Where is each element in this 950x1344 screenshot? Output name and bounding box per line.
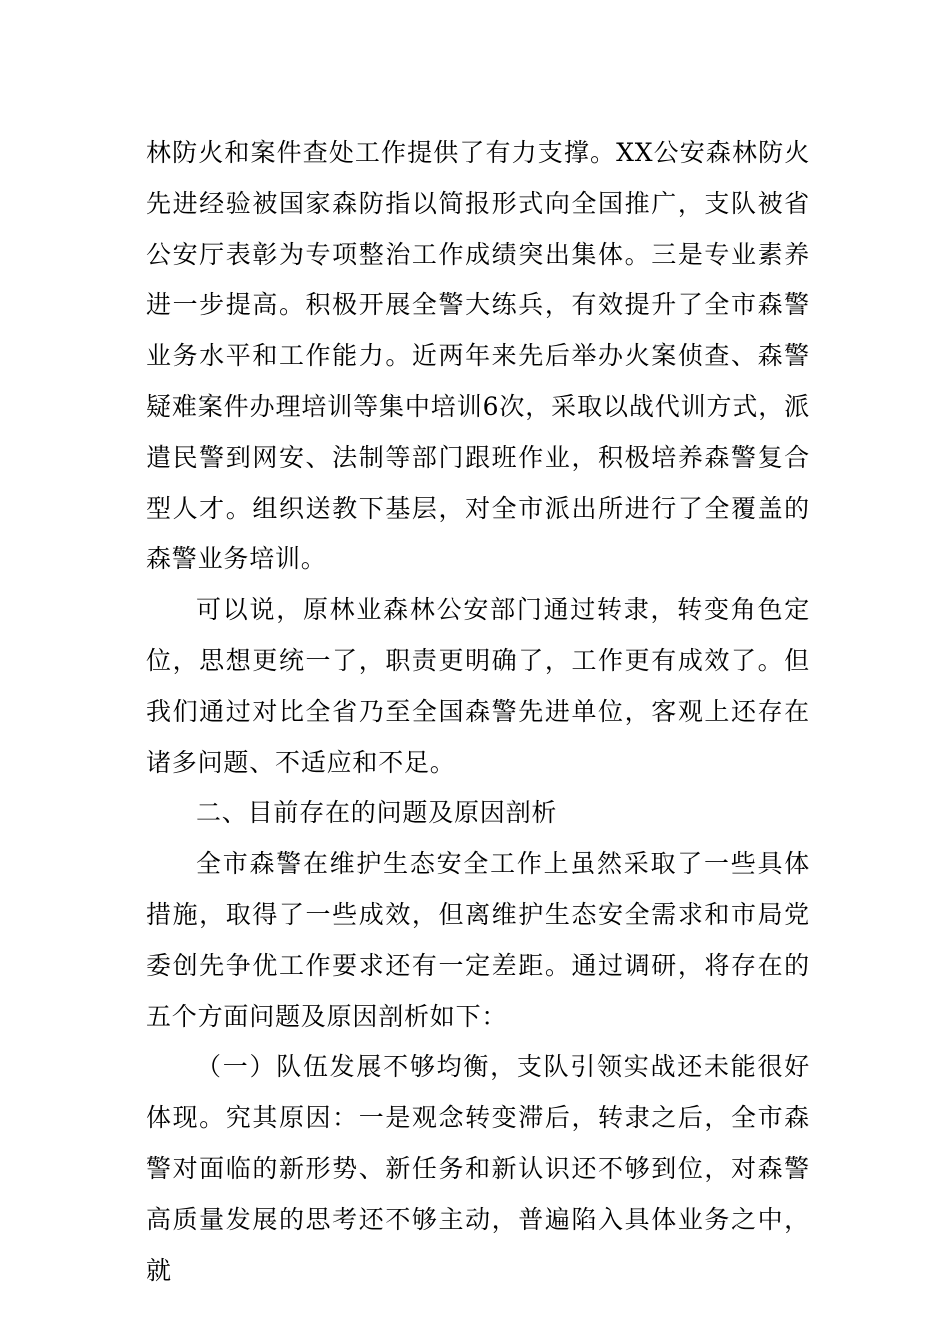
paragraph-continuation: 林防火和案件查处工作提供了有力支撑。XX公安森林防火先进经验被国家森防指以简报形式向全国推广，支队被省公安厅表彰为专项整治工作成绩突出集体。三是专业素养进一步提高。积极开展全警大练兵，有效提升了全市森警业务水平和工作能力。近两年来先后举办火案侦查、森警疑难案件办理培训等集中培训6次，采取以战代训方式，派遣民警到网安、法制等部门跟班作业，积极培养森警复合型人才。组织送教下基层，对全市派出所进行了全覆盖的森警业务培训。 (146, 138, 810, 574)
document-body (146, 128, 810, 1296)
paragraph-intro: 全市森警在维护生态安全工作上虽然采取了一些具体措施，取得了一些成效，但离维护生态安全需求和市局党委创先争优工作要求还有一定差距。通过调研，将存在的五个方面问题及原因剖析如下： (146, 849, 810, 1031)
paragraph-summary: 可以说，原林业森林公安部门通过转隶，转变角色定位，思想更统一了，职责更明确了，工作更有成效了。但我们通过对比全省乃至全国森警先进单位，客观上还存在诸多问题、不适应和不足。 (146, 595, 810, 777)
section-heading: 二、目前存在的问题及原因剖析 (196, 798, 558, 828)
paragraph-issue-one: （一）队伍发展不够均衡，支队引领实战还未能很好体现。究其原因：一是观念转变滞后，转隶之后，全市森警对面临的新形势、新任务和新认识还不够到位，对森警高质量发展的思考还不够主动，普遍陷入具体业务之中，就 (146, 1052, 810, 1285)
